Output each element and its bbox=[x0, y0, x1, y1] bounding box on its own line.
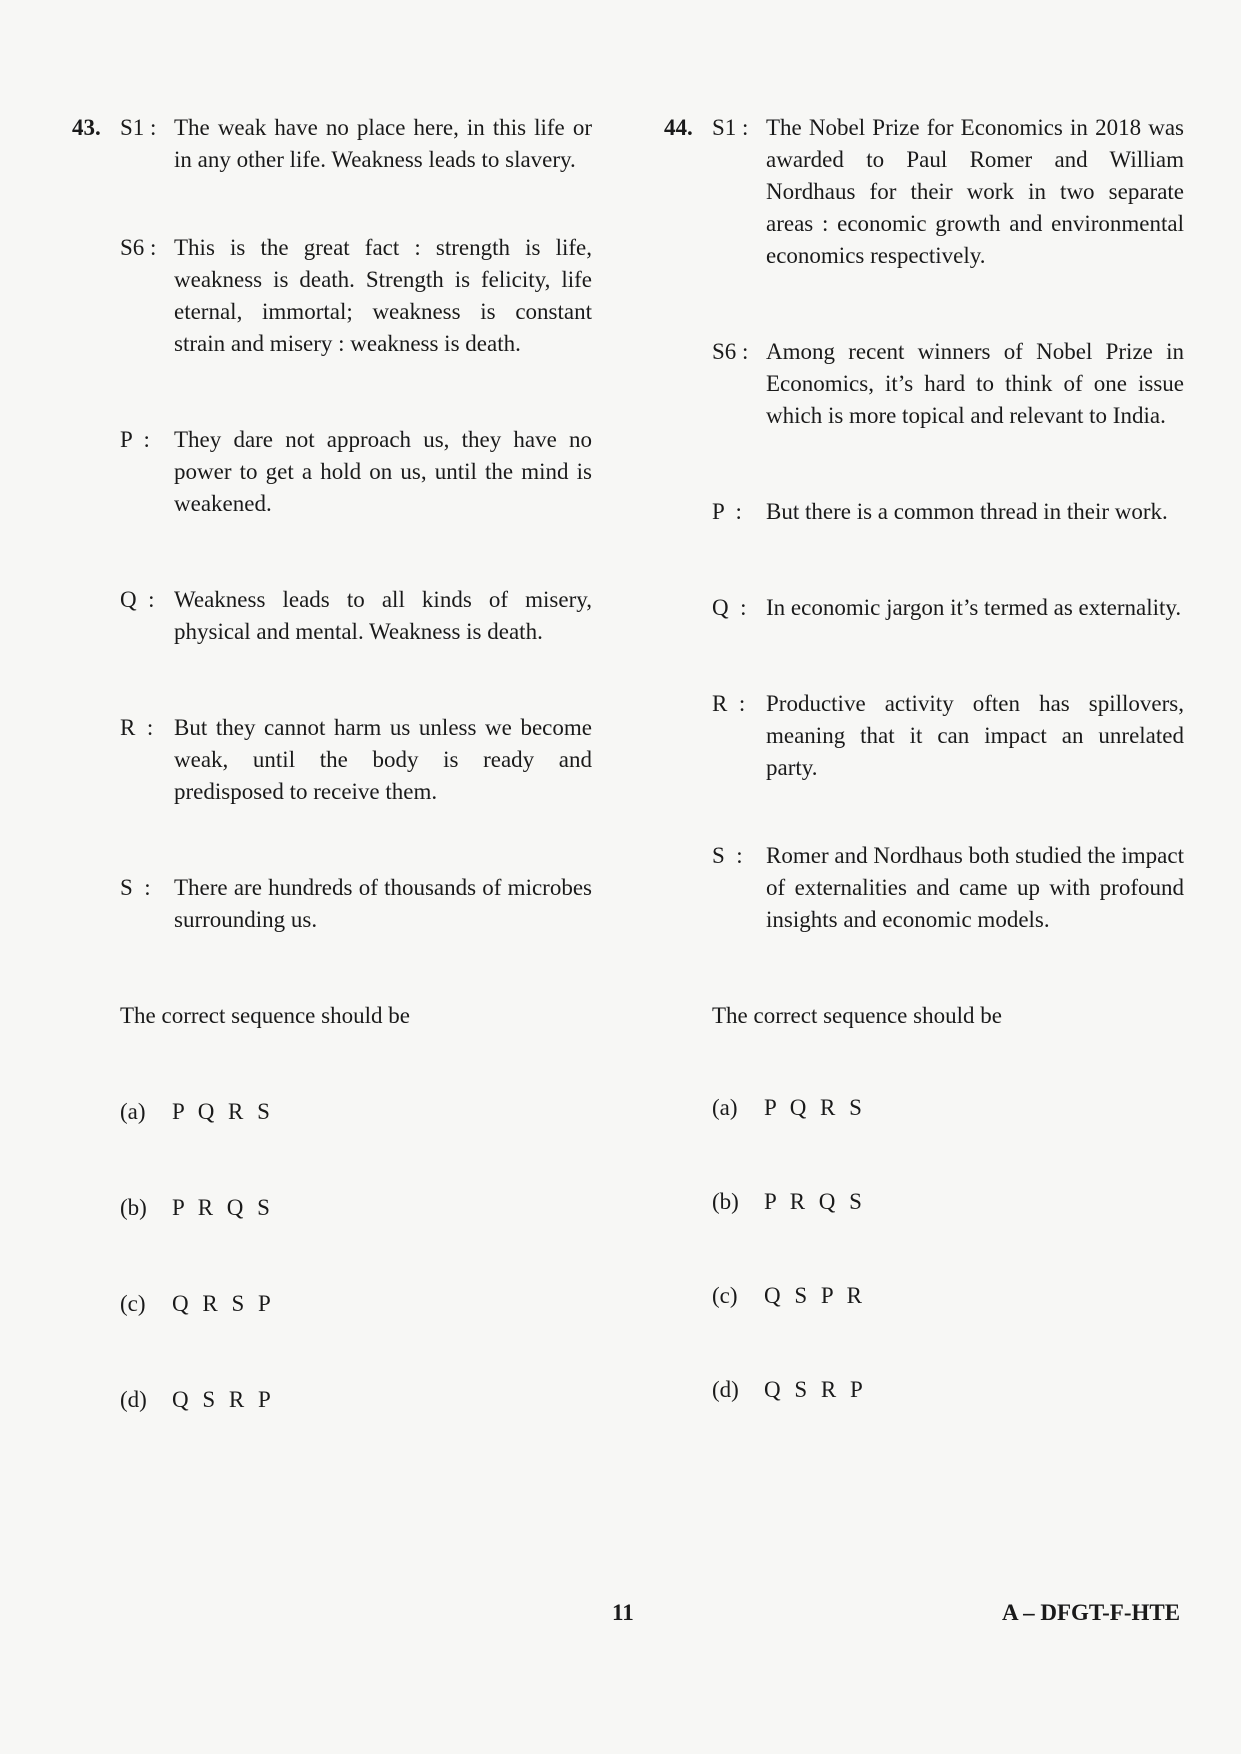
option-c[interactable]: (c) Q S P R bbox=[712, 1283, 866, 1308]
statement-s6: S6 : This is the great fact : strength is life, weakness is death. Strength is felicity, life eternal, immortal; weakness is constant strain and misery : weakness is death. bbox=[120, 235, 592, 356]
options bbox=[120, 1096, 592, 1416]
option-a[interactable]: (a) P Q R S bbox=[712, 1095, 866, 1120]
statement-s6: S6 : Among recent winners of Nobel Prize in Economics, it’s hard to think of one issue which is more topical and relevant to India. bbox=[712, 339, 1184, 428]
statement-s1: 43. S1 : The weak have no place here, in this life or in any other life. Weakness leads to slavery. bbox=[72, 112, 592, 176]
question-44 bbox=[664, 112, 1184, 1406]
sequence-prompt: The correct sequence should be bbox=[120, 1003, 410, 1028]
options bbox=[712, 1092, 1184, 1406]
statement-s: S : Romer and Nordhaus both studied the impact of externalities and came up with profound insights and economic models. bbox=[712, 843, 1184, 932]
statement-s1: 44. S1 : The Nobel Prize for Economics in 2018 was awarded to Paul Romer and William Nordhaus for their work in two separate areas : economic growth and environmental economics respectively. bbox=[664, 112, 1184, 272]
statement-q: Q : Weakness leads to all kinds of misery, physical and mental. Weakness is death. bbox=[120, 587, 592, 644]
statement-r: R : Productive activity often has spillovers, meaning that it can impact an unrelated party. bbox=[712, 691, 1184, 780]
question-number: 44. bbox=[664, 115, 693, 140]
option-c[interactable]: (c) Q R S P bbox=[120, 1291, 275, 1316]
option-b[interactable]: (b) P R Q S bbox=[712, 1189, 866, 1214]
question-43 bbox=[72, 112, 592, 1416]
sequence-prompt: The correct sequence should be bbox=[712, 1003, 1002, 1028]
statement-q: Q : In economic jargon it’s termed as externality. bbox=[712, 595, 1182, 620]
option-a[interactable]: (a) P Q R S bbox=[120, 1099, 274, 1124]
statement-p: P : But there is a common thread in their work. bbox=[712, 499, 1168, 524]
page-number: 11 bbox=[612, 1600, 634, 1625]
option-d[interactable]: (d) Q S R P bbox=[120, 1387, 275, 1412]
option-d[interactable]: (d) Q S R P bbox=[712, 1377, 867, 1402]
booklet-code: A – DFGT-F-HTE bbox=[1002, 1600, 1181, 1625]
question-number: 43. bbox=[72, 115, 101, 140]
statement-s: S : There are hundreds of thousands of microbes surrounding us. bbox=[120, 875, 592, 932]
statement-r: R : But they cannot harm us unless we become weak, until the body is ready and predisposed to receive them. bbox=[120, 715, 592, 804]
option-b[interactable]: (b) P R Q S bbox=[120, 1195, 274, 1220]
statement-p: P : They dare not approach us, they have no power to get a hold on us, until the mind is weakened. bbox=[120, 427, 592, 516]
